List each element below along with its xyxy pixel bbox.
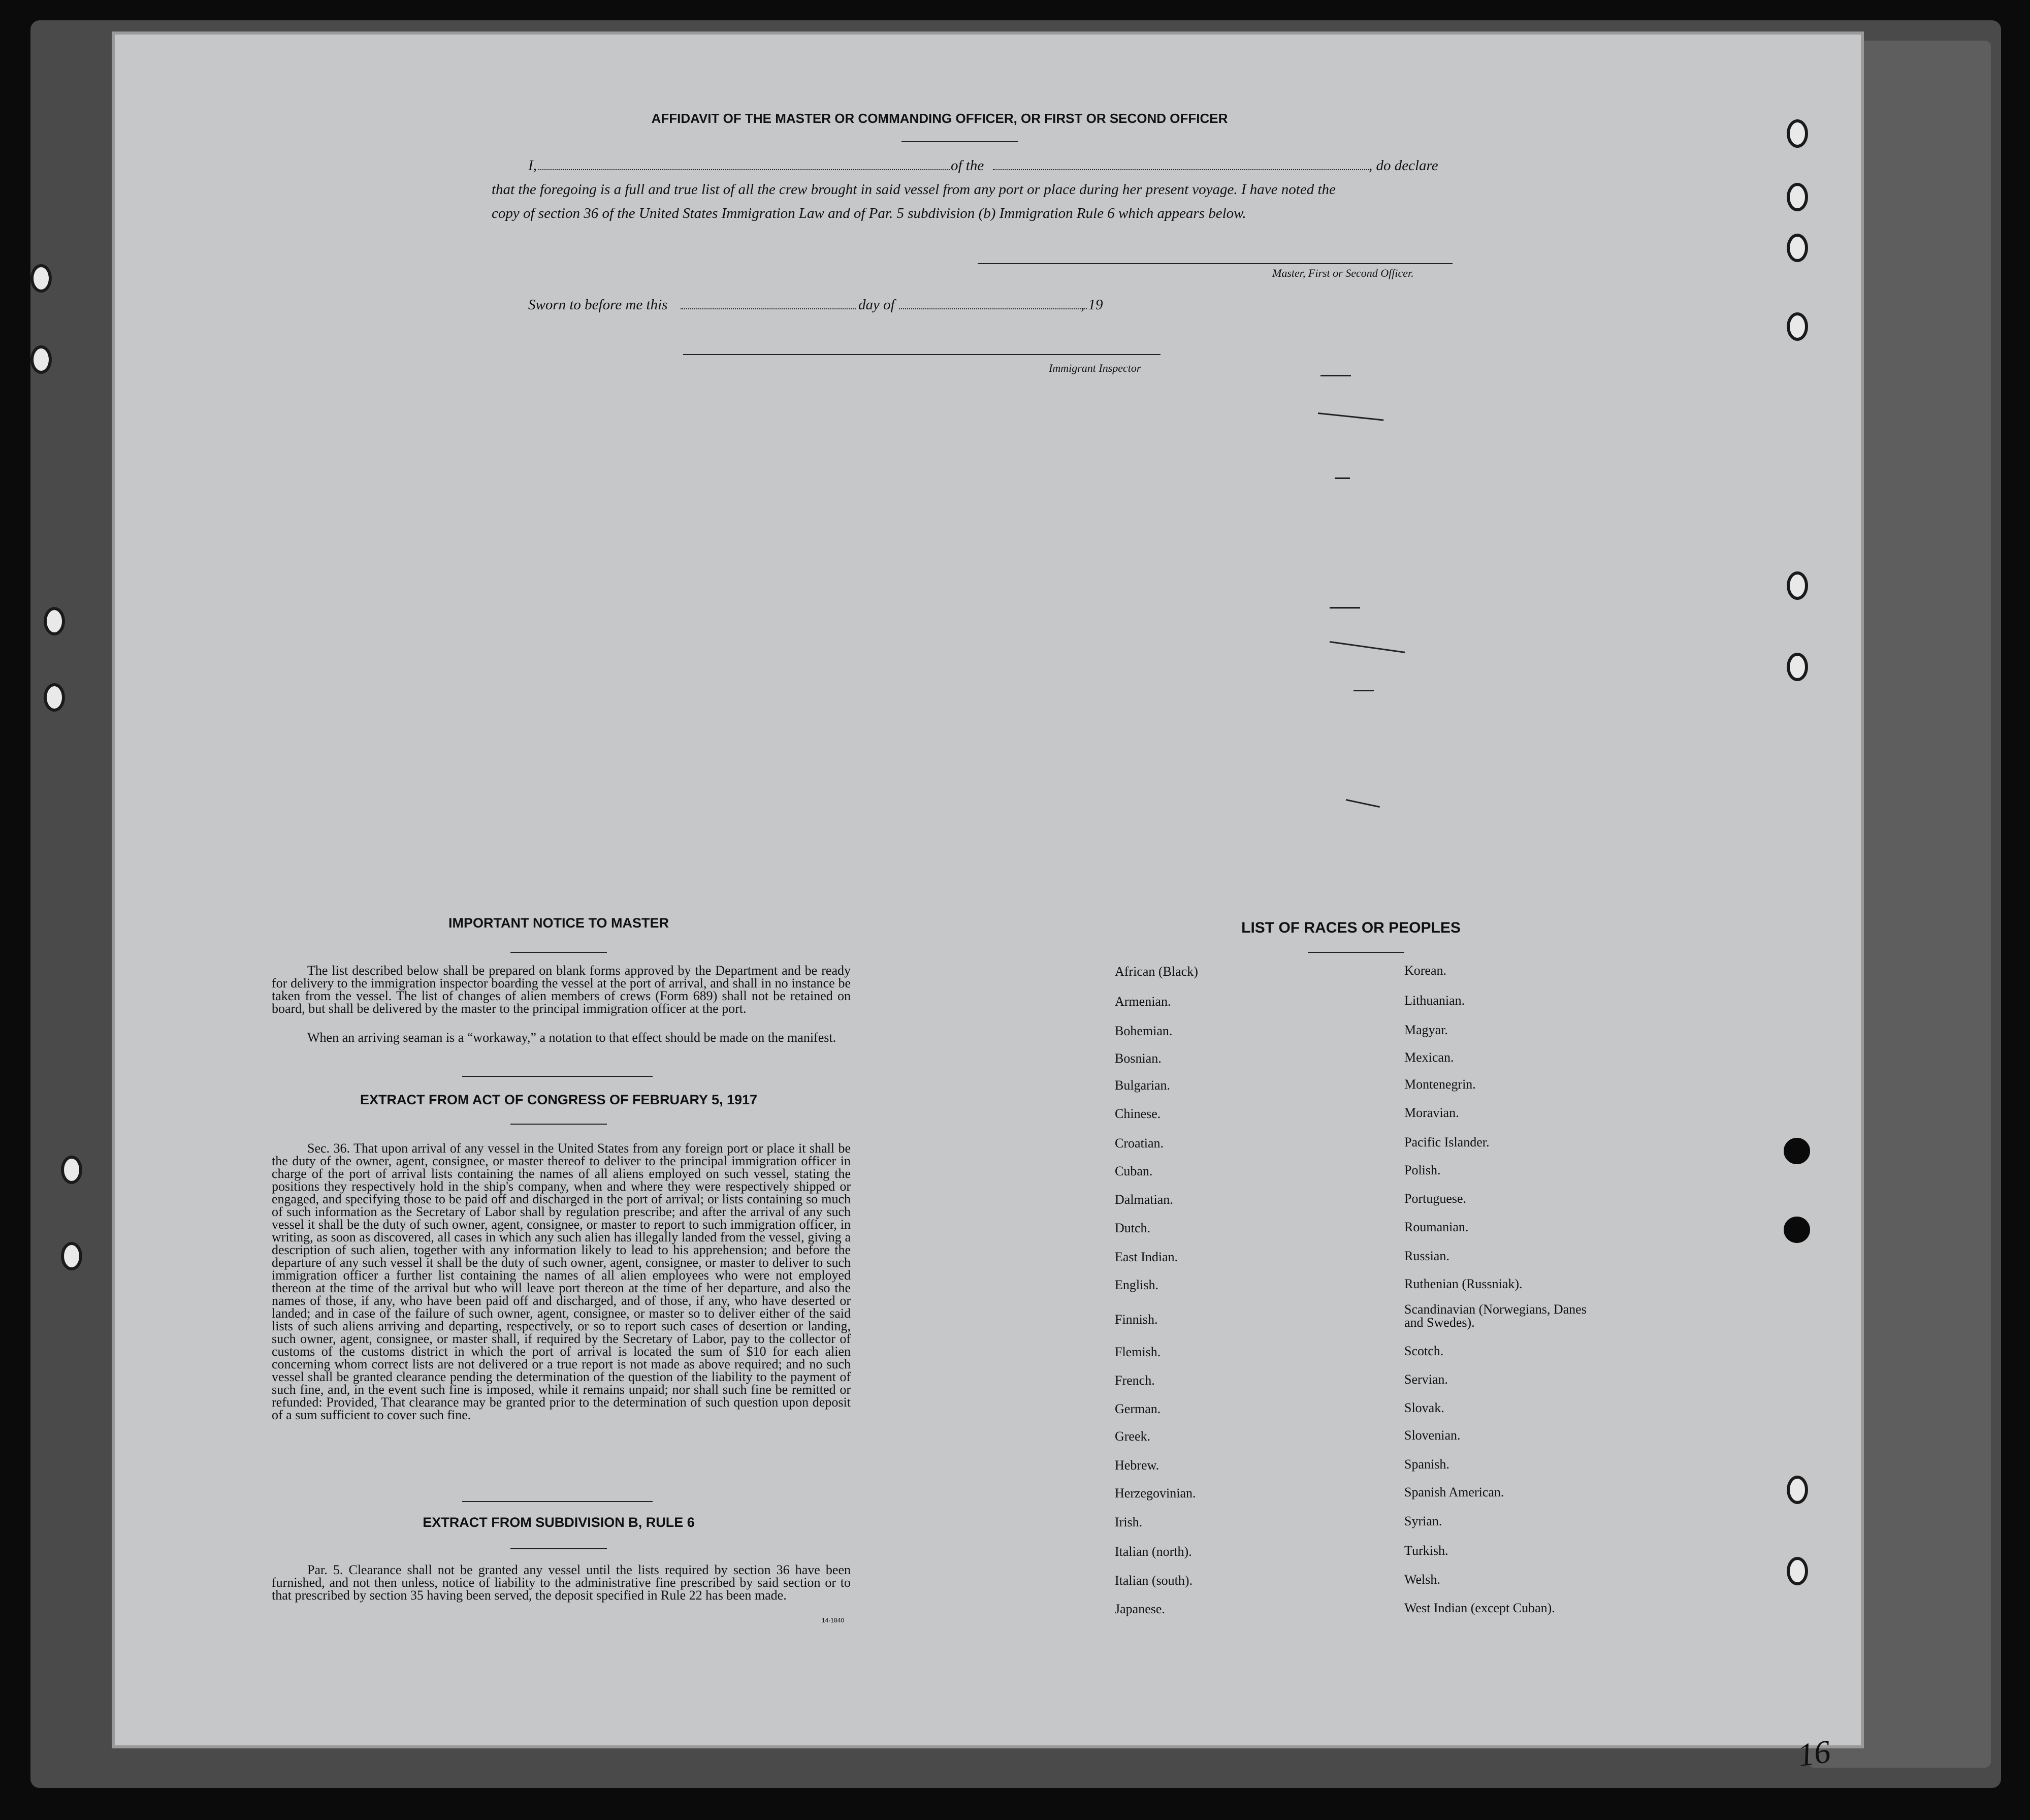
affiant-name-field[interactable] (538, 169, 950, 170)
divider (510, 1124, 607, 1125)
race-item: Russian. (1404, 1249, 1449, 1263)
pen-mark (1320, 375, 1351, 376)
binder-hole (44, 683, 65, 712)
extract-act-title: EXTRACT FROM ACT OF CONGRESS OF FEBRUARY 5, 1917 (360, 1092, 758, 1107)
race-item: German. (1115, 1401, 1161, 1416)
extract-rule-title: EXTRACT FROM SUBDIVISION B, RULE 6 (423, 1515, 695, 1530)
races-title: LIST OF RACES OR PEOPLES (1241, 919, 1461, 936)
race-item: Mexican. (1404, 1050, 1454, 1065)
race-item: East Indian. (1115, 1250, 1178, 1264)
race-item: Finnish. (1115, 1312, 1158, 1327)
pen-mark (1330, 607, 1360, 609)
sworn-label: Sworn to before me this (528, 297, 668, 313)
affidavit-line-2: that the foregoing is a full and true list of all the crew brought in said vessel from any port or place during her present voyage. I have noted the (492, 181, 1336, 198)
affidavit-title: AFFIDAVIT OF THE MASTER OR COMMANDING OFFICER, OR FIRST OR SECOND OFFICER (651, 111, 1228, 126)
race-item: West Indian (except Cuban). (1404, 1601, 1555, 1615)
declare-text: , do declare (1369, 157, 1438, 174)
race-item: Welsh. (1404, 1572, 1440, 1587)
race-item: African (Black) (1115, 964, 1198, 979)
extract-act-text: Sec. 36. That upon arrival of any vessel in the United States from any foreign port or place it shall be the duty of the owner, agent, consignee, or master thereof to deliver to the principal immigration officer in charge of the port of arrival lists containing the names of all aliens employed on such vessel, stating the positions they respectively hold in the ship's company, when and where they were respectively shipped or engaged, and specifying those to be paid off and discharged in the port of arrival; or lists containing so much of such information as the Secretary of Labor shall by regulation prescribe; and after the arrival of any such vessel it shall be the duty of such owner, agent, consignee, or master to report to such immigration officer, in writing, as soon as discovered, all cases in which any such alien has illegally landed from the vessel, giving a description of such alien, together with any information likely to lead to his apprehension; and before the departure of any such vessel it shall be the duty of such owner, agent, consignee, or master to deliver to such immigration officer a further list containing the names of all alien employees who were not employed thereon at the time of the arrival but who will leave port thereon at the time of her departure, and also the names of those, if any, who have been paid off and discharged, and of those, if any, who have deserted or landed; and in case of the failure of such owner, agent, consignee, or master so to deliver either of the said lists of such aliens arriving and departing, respectively, or so to report such cases of desertion or landing, such owner, agent, consignee, or master shall, if required by the Secretary of Labor, pay to the collector of customs of the customs district in which the port of arrival is located the sum of $10 for each alien concerning whom correct lists are not delivered or a true report is not made as above required; and no such vessel shall be granted clearance pending the determination of the question of the liability to the payment of such fine, and, in the event such fine is imposed, while it remains unpaid; nor shall such fine be remitted or refunded: Provided, That clearance may be granted prior to the determination of such question upon deposit of a sum sufficient to cover such fine. (272, 1141, 851, 1422)
binder-hole (30, 345, 52, 374)
race-item: Ruthenian (Russniak). (1404, 1276, 1523, 1291)
binder-hole (1787, 1476, 1808, 1504)
race-item: Bosnian. (1115, 1051, 1162, 1066)
binder-hole (1787, 1557, 1808, 1585)
race-item: Slovak. (1404, 1400, 1444, 1415)
race-item: Pacific Islander. (1404, 1135, 1490, 1150)
notice-paragraph-2: When an arriving seaman is a “workaway,” a notation to that effect should be made on the manifest. (307, 1030, 836, 1045)
race-item: Hebrew. (1115, 1458, 1159, 1473)
binder-hole (1787, 312, 1808, 341)
binder-hole (61, 1242, 82, 1270)
inspector-signature-line[interactable] (683, 354, 1161, 355)
race-item: Lithuanian. (1404, 993, 1465, 1008)
divider (462, 1501, 653, 1502)
pen-mark (1335, 477, 1350, 479)
race-item: Servian. (1404, 1372, 1448, 1387)
document-page (112, 31, 1864, 1748)
race-item: Bohemian. (1115, 1024, 1173, 1038)
notice-title: IMPORTANT NOTICE TO MASTER (448, 915, 669, 931)
divider (901, 141, 1018, 142)
vessel-name-field[interactable] (993, 169, 1371, 170)
race-item: Irish. (1115, 1515, 1143, 1529)
race-item: Spanish. (1404, 1457, 1449, 1472)
binder-hole (1784, 1138, 1810, 1164)
vessel-label: of the (951, 157, 984, 174)
year-label: , 19 (1081, 297, 1103, 313)
race-item: Italian (north). (1115, 1544, 1192, 1559)
race-item: Dalmatian. (1115, 1192, 1173, 1207)
inspector-signature-label: Immigrant Inspector (1049, 362, 1141, 374)
divider (510, 952, 607, 953)
pen-mark (1354, 690, 1374, 691)
sworn-day-field[interactable] (681, 308, 856, 309)
race-item: Korean. (1404, 963, 1447, 978)
divider (462, 1076, 653, 1077)
race-item: Bulgarian. (1115, 1078, 1171, 1093)
race-item: Cuban. (1115, 1164, 1153, 1178)
binder-hole (1787, 183, 1808, 211)
race-item: Italian (south). (1115, 1573, 1193, 1588)
race-item: Armenian. (1115, 994, 1171, 1009)
master-signature-label: Master, First or Second Officer. (1272, 267, 1414, 279)
race-item: Polish. (1404, 1163, 1441, 1177)
race-item: Croatian. (1115, 1136, 1164, 1151)
race-item: Scandinavian (Norwegians, Danes and Swedes). (1404, 1302, 1587, 1330)
binder-hole (1787, 571, 1808, 600)
notice-paragraph-1: The list described below shall be prepared on blank forms approved by the Department and be ready for delivery to the immigration inspector boarding the vessel at the port of arrival, and shall in no instance be taken from the vessel. The list of changes of alien members of crews (Form 689) shall not be retained on board, but shall be delivered by the master to the principal immigration officer at the port. (272, 963, 851, 1016)
divider (510, 1548, 607, 1549)
race-item: Montenegrin. (1404, 1077, 1476, 1092)
race-item: Scotch. (1404, 1344, 1444, 1358)
day-of-label: day of (858, 297, 895, 313)
sworn-month-field[interactable] (899, 308, 1087, 309)
master-signature-line[interactable] (978, 263, 1453, 264)
race-item: Chinese. (1115, 1106, 1161, 1121)
binder-hole (1784, 1217, 1810, 1243)
binder-hole (1787, 119, 1808, 148)
divider (1308, 952, 1404, 953)
handwritten-page-number: 16 (1795, 1733, 1833, 1774)
race-item: Dutch. (1115, 1221, 1151, 1235)
binder-hole (1787, 234, 1808, 262)
race-item: Magyar. (1404, 1023, 1448, 1037)
race-item: Turkish. (1404, 1543, 1448, 1558)
binder-hole (30, 264, 52, 293)
binder-hole (1787, 653, 1808, 681)
race-item: Moravian. (1404, 1105, 1459, 1120)
race-item: Portuguese. (1404, 1191, 1467, 1206)
race-item: English. (1115, 1278, 1158, 1292)
extract-rule-text: Par. 5. Clearance shall not be granted any vessel until the lists required by section 36 have been furnished, and not then unless, notice of liability to the administrative fine prescribed by said section or to that prescribed by section 35 having been served, the deposit specified in Rule 22 has been made. (272, 1562, 851, 1603)
form-number: 14-1840 (822, 1617, 845, 1624)
binder-hole (61, 1156, 82, 1184)
race-item: Spanish American. (1404, 1485, 1504, 1499)
race-item: Roumanian. (1404, 1220, 1469, 1234)
binder-hole (44, 607, 65, 635)
race-item: Greek. (1115, 1429, 1151, 1444)
race-item: French. (1115, 1373, 1155, 1388)
race-item: Japanese. (1115, 1602, 1165, 1616)
affidavit-line-3: copy of section 36 of the United States Immigration Law and of Par. 5 subdivision (b) Immigration Rule 6 which appears below. (492, 205, 1246, 221)
race-item: Flemish. (1115, 1345, 1161, 1359)
race-item: Syrian. (1404, 1514, 1442, 1528)
affiant-label: I, (528, 157, 537, 174)
race-item: Slovenian. (1404, 1428, 1461, 1443)
race-item: Herzegovinian. (1115, 1486, 1196, 1500)
